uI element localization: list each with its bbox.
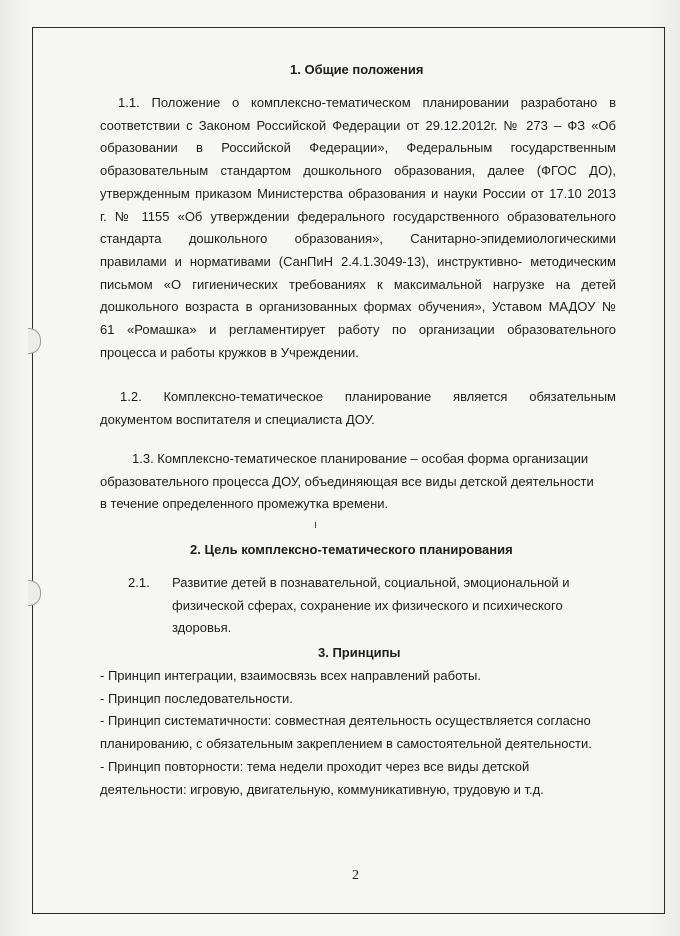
paragraph-line: 1.1. Положение о комплексно-тематическом планировании разработано в xyxy=(118,95,616,110)
item-2-1-text xyxy=(150,572,590,640)
section-3-heading: 3. Принципы xyxy=(318,645,401,660)
paragraph-line: 61 «Ромашка» и регламентирует работу по организации образовательного xyxy=(100,322,616,338)
section-2-heading: 2. Цель комплексно-тематического планирования xyxy=(190,542,513,557)
section-1-heading: 1. Общие положения xyxy=(290,62,424,77)
paragraph-line: образовательным стандартом дошкольного образования, далее (ФГОС ДО), xyxy=(100,163,616,179)
principles-list xyxy=(100,665,616,801)
paragraph-line: документом воспитателя и специалиста ДОУ. xyxy=(100,411,375,427)
paragraph-line: стандарта дошкольного образования», Санитарно-эпидемиологическими xyxy=(100,231,616,247)
paragraph-line: соответствии с Законом Российской Федерации от 29.12.2012г. № 273 – ФЗ «Об xyxy=(100,117,616,133)
page-number: 2 xyxy=(352,868,359,883)
item-2-1-number: 2.1. xyxy=(128,575,150,590)
paragraph-line: дошкольного возраста в организованных формах обучения», Уставом МАДОУ № xyxy=(100,299,616,315)
paragraph-line: процесса и работы кружков в Учреждении. xyxy=(100,344,359,360)
paragraph-line: физической сферах, сохранение их физического и психического xyxy=(172,597,563,613)
paragraph-line: утвержденным приказом Министерства образования и науки России от 17.10 2013 xyxy=(100,185,616,201)
paragraph-line: 1.2. Комплексно-тематическое планирование является обязательным xyxy=(120,389,616,404)
list-item: планированию, с обязательным закреплением в самостоятельной деятельности. xyxy=(100,736,592,752)
list-item: - Принцип систематичности: совместная деятельность осуществляется согласно xyxy=(100,713,591,729)
list-item: - Принцип интеграции, взаимосвязь всех направлений работы. xyxy=(100,668,481,683)
paragraph-line: правилами и нормативами (СанПиН 2.4.1.3049-13), инструктивно- методическим xyxy=(100,253,616,269)
paragraph-line: образовании в Российской Федерации», Федеральным государственным xyxy=(100,140,616,156)
paragraph-1-2 xyxy=(100,386,616,431)
paragraph-1-1 xyxy=(100,92,616,364)
paragraph-line: 1.3. Комплексно-тематическое планирование – особая форма организации xyxy=(132,451,589,466)
paragraph-line: г. № 1155 «Об утверждении федерального государственного образовательного xyxy=(100,208,616,224)
paragraph-line: в течение определенного промежутка времени. xyxy=(100,496,389,512)
paragraph-line: образовательного процесса ДОУ, объединяющая все виды детской деятельности xyxy=(100,473,594,489)
list-item: - Принцип повторности: тема недели проходит через все виды детской xyxy=(100,758,530,774)
list-item: деятельности: игровую, двигательную, коммуникативную, трудовую и т.д. xyxy=(100,781,544,797)
paragraph-1-3 xyxy=(100,448,616,516)
paragraph-line: здоровья. xyxy=(172,620,232,636)
scan-mark xyxy=(315,522,316,528)
paragraph-line: Развитие детей в познавательной, социальной, эмоциональной и xyxy=(172,575,570,590)
list-item: - Принцип последовательности. xyxy=(100,690,293,706)
paragraph-line: письмом «О гигиенических требованиях к максимальной нагрузке на детей xyxy=(100,276,616,292)
